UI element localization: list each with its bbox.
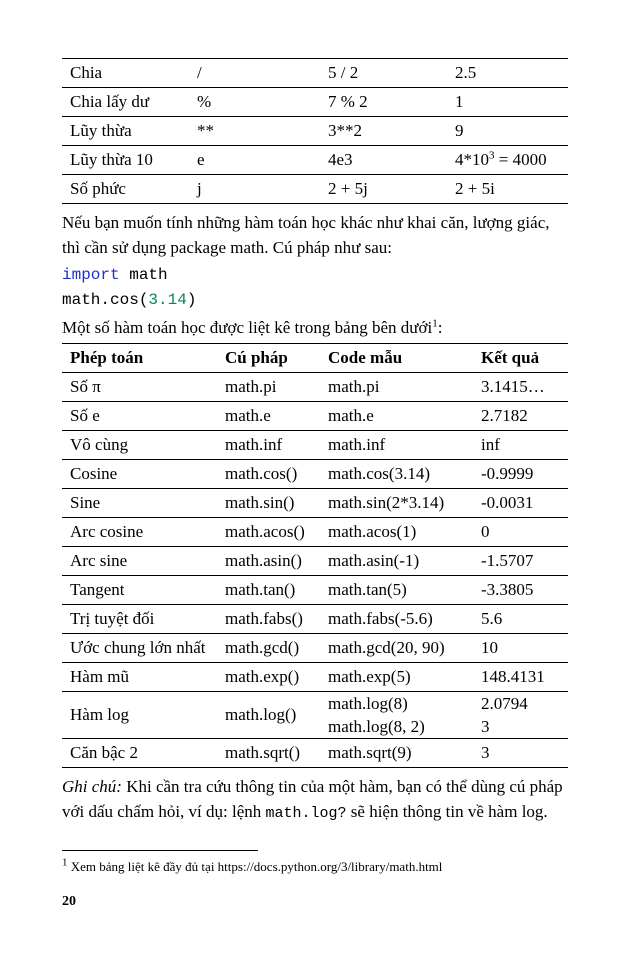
table-cell: math.sin() bbox=[217, 489, 320, 518]
table-cell: math.exp() bbox=[217, 663, 320, 692]
table-cell: 7 % 2 bbox=[320, 88, 447, 117]
code-text: math bbox=[119, 266, 168, 284]
table-cell: 2 + 5i bbox=[447, 175, 568, 204]
table-cell: -0.9999 bbox=[473, 460, 568, 489]
table-cell: math.acos(1) bbox=[320, 518, 473, 547]
table-cell: math.inf bbox=[217, 431, 320, 460]
table-cell: Sine bbox=[62, 489, 217, 518]
table-cell: Chia bbox=[62, 59, 189, 88]
table-cell: math.tan(5) bbox=[320, 576, 473, 605]
table-cell: 10 bbox=[473, 634, 568, 663]
table-row bbox=[62, 634, 568, 663]
table-cell: math.cos(3.14) bbox=[320, 460, 473, 489]
table-cell: Số π bbox=[62, 373, 217, 402]
page-content bbox=[62, 58, 568, 826]
table-cell: Hàm log bbox=[62, 692, 217, 739]
table-row bbox=[62, 402, 568, 431]
table-row bbox=[62, 59, 568, 88]
table-row bbox=[62, 576, 568, 605]
math-functions-table bbox=[62, 343, 568, 768]
table-cell: Arc sine bbox=[62, 547, 217, 576]
table-cell: -3.3805 bbox=[473, 576, 568, 605]
table-cell: 3 bbox=[473, 739, 568, 768]
table-cell: / bbox=[189, 59, 320, 88]
note-text: Khi cần tra cứu thông tin của một hàm, bạn có thể dùng cú pháp với dấu chấm hỏi, ví dụ: lệnh bbox=[62, 777, 563, 821]
table-cell: math.cos() bbox=[217, 460, 320, 489]
page-number: 20 bbox=[62, 894, 76, 909]
table-cell: 2.0794 bbox=[481, 693, 528, 713]
table-cell: e bbox=[189, 146, 320, 175]
table-row-log bbox=[62, 692, 568, 716]
note-text: sẽ hiện thông tin về hàm log. bbox=[346, 802, 548, 821]
table-cell: -1.5707 bbox=[473, 547, 568, 576]
table-row bbox=[62, 518, 568, 547]
note-code: math.log? bbox=[265, 805, 347, 822]
header-cell: Phép toán bbox=[62, 344, 217, 373]
table-cell: math.gcd(20, 90) bbox=[320, 634, 473, 663]
list-text: Một số hàm toán học được liệt kê trong bảng bên dưới bbox=[62, 318, 433, 337]
table-row bbox=[62, 175, 568, 204]
table-row bbox=[62, 373, 568, 402]
code-keyword: import bbox=[62, 266, 120, 284]
table-cell: inf bbox=[473, 431, 568, 460]
table-row bbox=[62, 460, 568, 489]
table-cell: math.e bbox=[320, 402, 473, 431]
table-cell: Số phức bbox=[62, 175, 189, 204]
footnote-ref: 1 bbox=[432, 317, 438, 330]
table-cell: 3 bbox=[473, 715, 568, 739]
table-cell: math.inf bbox=[320, 431, 473, 460]
operators-table bbox=[62, 58, 568, 204]
table-cell: 5 / 2 bbox=[320, 59, 447, 88]
table-cell: Arc cosine bbox=[62, 518, 217, 547]
table-cell: math.asin(-1) bbox=[320, 547, 473, 576]
table-cell: math.fabs() bbox=[217, 605, 320, 634]
table-row bbox=[62, 489, 568, 518]
table-cell: ** bbox=[189, 117, 320, 146]
table-cell: math.pi bbox=[320, 373, 473, 402]
table-cell: Căn bậc 2 bbox=[62, 739, 217, 768]
footnote-mark: 1 bbox=[62, 856, 68, 869]
table-cell: Trị tuyệt đối bbox=[62, 605, 217, 634]
table-cell: Vô cùng bbox=[62, 431, 217, 460]
table-row-sqrt bbox=[62, 739, 568, 768]
table-cell: 2.7182 bbox=[473, 402, 568, 431]
table-cell: 148.4131 bbox=[473, 663, 568, 692]
table-cell: math.fabs(-5.6) bbox=[320, 605, 473, 634]
list-paragraph bbox=[62, 315, 568, 340]
table-cell: 2.5 bbox=[447, 59, 568, 88]
table-cell: Số e bbox=[62, 402, 217, 431]
header-cell: Code mẫu bbox=[320, 344, 473, 373]
table-cell: -0.0031 bbox=[473, 489, 568, 518]
table-cell: math.log() bbox=[217, 692, 320, 739]
note-paragraph bbox=[62, 774, 568, 826]
table-cell: math.sqrt(9) bbox=[320, 739, 473, 768]
table-cell: Ước chung lớn nhất bbox=[62, 634, 217, 663]
table-row bbox=[62, 146, 568, 175]
table-cell bbox=[447, 146, 568, 175]
table-cell: Lũy thừa bbox=[62, 117, 189, 146]
table-cell: 4e3 bbox=[320, 146, 447, 175]
footnote-divider bbox=[62, 850, 258, 851]
table-cell: math.sqrt() bbox=[217, 739, 320, 768]
table-header-row bbox=[62, 344, 568, 373]
table-cell: math.tan() bbox=[217, 576, 320, 605]
power-base: 4*10 bbox=[455, 150, 489, 169]
table-cell: 2 + 5j bbox=[320, 175, 447, 204]
table-cell: math.log(8, 2) bbox=[320, 715, 473, 739]
table-row bbox=[62, 547, 568, 576]
table-cell: 9 bbox=[447, 117, 568, 146]
code-line-cos bbox=[62, 288, 568, 313]
table-cell: 1 bbox=[447, 88, 568, 117]
table-cell: math.e bbox=[217, 402, 320, 431]
table-cell: math.pi bbox=[217, 373, 320, 402]
code-text: ) bbox=[186, 291, 197, 309]
table-row bbox=[62, 605, 568, 634]
code-number: 3.14 bbox=[148, 291, 187, 309]
table-row bbox=[62, 431, 568, 460]
table-cell: Tangent bbox=[62, 576, 217, 605]
code-line-import bbox=[62, 263, 568, 288]
intro-paragraph: Nếu bạn muốn tính những hàm toán học khác như khai căn, lượng giác, thì cần sử dụng package math. Cú pháp như sau: bbox=[62, 213, 550, 257]
table-cell: math.exp(5) bbox=[320, 663, 473, 692]
table-cell: 5.6 bbox=[473, 605, 568, 634]
note-label: Ghi chú: bbox=[62, 777, 122, 796]
table-row bbox=[62, 88, 568, 117]
footnote bbox=[62, 858, 442, 876]
power-result: = 4000 bbox=[494, 150, 547, 169]
table-cell: math.sin(2*3.14) bbox=[320, 489, 473, 518]
table-cell: Hàm mũ bbox=[62, 663, 217, 692]
table-cell: 3**2 bbox=[320, 117, 447, 146]
table-cell: Cosine bbox=[62, 460, 217, 489]
footnote-text: Xem bảng liệt kê đầy đủ tại https://docs.python.org/3/library/math.html bbox=[67, 859, 443, 874]
code-text: math.cos( bbox=[62, 291, 149, 309]
table-cell: math.gcd() bbox=[217, 634, 320, 663]
table-row bbox=[62, 663, 568, 692]
header-cell: Kết quả bbox=[473, 344, 568, 373]
table-cell: math.log(8) bbox=[328, 693, 408, 713]
list-text-end: : bbox=[437, 318, 443, 337]
header-cell: Cú pháp bbox=[217, 344, 320, 373]
table-cell: 0 bbox=[473, 518, 568, 547]
table-cell: Chia lấy dư bbox=[62, 88, 189, 117]
table-cell: math.asin() bbox=[217, 547, 320, 576]
table-cell: 3.1415… bbox=[473, 373, 568, 402]
table-row bbox=[62, 117, 568, 146]
power-exponent: 3 bbox=[489, 149, 495, 162]
table-cell: % bbox=[189, 88, 320, 117]
table-cell: math.acos() bbox=[217, 518, 320, 547]
table-cell: Lũy thừa 10 bbox=[62, 146, 189, 175]
table-cell: j bbox=[189, 175, 320, 204]
